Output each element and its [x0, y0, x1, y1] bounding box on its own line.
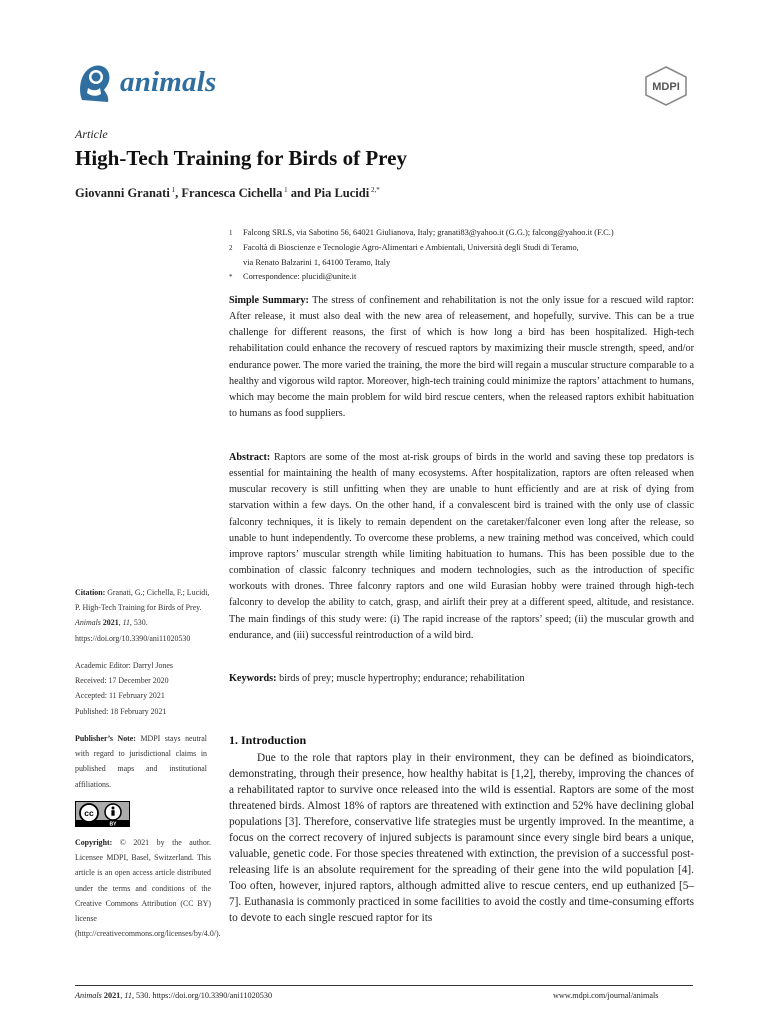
publication-dates — [75, 658, 215, 719]
affiliations — [229, 226, 699, 285]
simple-summary — [229, 293, 694, 422]
author-name[interactable]: Francesca Cichella — [181, 186, 283, 201]
cc-by-license-icon[interactable] — [75, 801, 130, 827]
by-icon-text: BY — [109, 821, 117, 827]
copyright-notice — [75, 835, 221, 941]
affiliation-item — [229, 270, 699, 285]
simple-summary-label: Simple Summary: — [229, 295, 309, 306]
copyright-label: Copyright: — [75, 838, 113, 847]
affiliation-item — [229, 226, 699, 241]
abstract-label: Abstract: — [229, 452, 271, 463]
author-affiliation-mark: 1 — [282, 186, 288, 194]
primate-logo-icon — [74, 60, 112, 104]
article-type: Article — [75, 127, 108, 141]
journal-name: animals — [120, 65, 217, 98]
mdpi-logo-text: MDPI — [652, 81, 680, 93]
citation-volume: 11 — [122, 618, 130, 628]
mdpi-logo-icon[interactable] — [642, 65, 690, 107]
footer-divider — [75, 985, 693, 986]
citation-block: Citation: Granati, G.; Cichella, F.; Lucidi, P. High-Tech Training for Birds of Prey. Animals 2021, 11, 530. https://doi.org/10.3390/ani11020530 — [75, 588, 210, 643]
keywords-label: Keywords: — [229, 673, 277, 684]
academic-editor: Academic Editor: Darryl Jones — [75, 661, 173, 670]
section-heading-introduction: 1. Introduction — [229, 733, 307, 747]
affiliation-mark: 2 — [229, 243, 233, 252]
citation-text: Granati, G.; Cichella, F.; Lucidi, P. High-Tech Training for Birds of Prey. — [75, 588, 210, 613]
citation-journal: Animals — [75, 618, 101, 628]
citation-year: 2021 — [102, 618, 119, 628]
affiliation-mark: 1 — [229, 229, 233, 237]
affiliation-text: Correspondence: plucidi@unite.it — [243, 272, 357, 282]
publisher-note-text: MDPI stays neutral with regard to jurisdictional claims in published maps and institutional affiliations. — [75, 734, 207, 789]
footer-doi[interactable]: , 530. https://doi.org/10.3390/ani11020530 — [131, 991, 273, 1000]
abstract-text: Raptors are some of the most at-risk groups of birds in the world and saving these top predators is essential for maintaining the health of many ecosystems. After hospitalization, raptors are often released when muscular recovery is still unfitting when they are unable to hunt efficiently and are at risk of dying from starvation within a few days. On the other hand, if a convalescent bird is trained with the only use of classic falconry techniques, it is likely to remain dependent on the caretaker/falconer even long after the release, so unable to hunt independently. To overcome these problems, a new training method was conceived, which could improve raptors’ muscular strength while limiting habituation to humans. This has been possible due to the combination of classic falconry techniques and modern technologies, such as the introduction of specific workouts with drones. Three falconry raptors and one wild Eurasian hobby were trained through high-tech falconry to develop the ability to catch, grasp, and airlift their prey at a different speed, altitude, and resistance. The main findings of this study were: (i) The rapid increase of the raptors’ speed; (ii) the muscular growth and endurance, and (iii) successful reintroduction of a wild bird. — [229, 452, 694, 641]
citation-doi[interactable]: , 530. https://doi.org/10.3390/ani11020530 — [75, 618, 191, 643]
accepted-date: Accepted: 11 February 2021 — [75, 691, 165, 701]
keywords-text: birds of prey; muscle hypertrophy; endurance; rehabilitation — [279, 673, 525, 684]
introduction-paragraph: Due to the role that raptors play in their environment, they can be defined as bioindicators, demonstrating, through their presence, how healthy habitat is [1,2], thereby, improving the chances of a rehabilitated raptor to survive once released into the wild is essential. Raptors are some of the most threatened birds. Almost 18% of raptors are threatened with extinction and 52% have declining global populations [3]. Therefore, conservative life strategies must be urgently improved. In the meantime, a focus on the correct recovery of injured subjects is paramount since every single bird bears a unique, valuable, genetic code. For those species threatened with extinction, the prevision of a successful post-releasing life is an absolute requirement for the spreading of their gene into the wild population [4]. Too often, however, injured raptors, although admitted alive to rescue centers, end up euthanized [5–7]. Euthanasia is commonly practiced in some facilities to avoid the costly and time-consuming efforts to devote to each single rescued raptor for its — [229, 752, 694, 925]
author-name[interactable]: Giovanni Granati — [75, 186, 170, 201]
publisher-note — [75, 731, 207, 792]
keywords — [229, 671, 694, 687]
received-date: Received: 17 December 2020 — [75, 676, 169, 686]
footer-journal-url[interactable]: www.mdpi.com/journal/animals — [553, 991, 659, 1000]
abstract — [229, 450, 694, 644]
footer-volume: 11 — [124, 991, 132, 1000]
publisher-note-label: Publisher’s Note: — [75, 734, 136, 743]
author-affiliation-mark: 2,* — [369, 186, 380, 194]
citation-label: Citation: — [75, 588, 106, 597]
copyright-text: © 2021 by the author. Licensee MDPI, Basel, Switzerland. This article is an open access article distributed under the terms and conditions of the Creative Commons Attribution (CC BY) license (http://creativecommons.org/licenses/by/4.0/). — [75, 838, 221, 939]
affiliation-mark: * — [229, 273, 233, 282]
published-date: Published: 18 February 2021 — [75, 706, 167, 716]
footer-journal: Animals — [75, 991, 102, 1000]
journal-logo[interactable] — [74, 60, 217, 104]
article-title: High-Tech Training for Birds of Prey — [75, 146, 407, 170]
author-affiliation-mark: 1 — [169, 186, 176, 194]
simple-summary-text: The stress of confinement and rehabilitation is not the only issue for a rescued wild raptor: After release, it must also deal with the new area of releasement, and hopefully, survive. This can be a true challenge for different reasons, the first of which is how long a bird has been hospitalized. High-tech rehabilitation could enhance the recovery of rescued raptors by maximizing their muscle strength, speed, and/or endurance power. The more varied the training, the more the bird will regain a muscular structure comparable to a healthy and vigorous wild raptor. Moreover, high-tech training could minimize the raptors’ attachment to humans, which may become the main problem for wild bird rescue centers, when the released raptors exhibit habituation to humans as food suppliers. — [229, 295, 694, 420]
author-list: Giovanni Granati $^1$, Francesca Cichella $^1$ and Pia Lucidi $^{2,*}$ — [75, 186, 380, 201]
affiliation-text: Falcong SRLS, via Sabotino 56, 64021 Giulianova, Italy; granati83@yahoo.it (G.G.); falcong@yahoo.it (F.C.) — [243, 228, 614, 237]
footer-year: 2021 — [103, 991, 121, 1000]
author-name[interactable]: Pia Lucidi — [313, 186, 370, 201]
cc-icon-text: cc — [84, 808, 94, 818]
affiliation-text: Facoltà di Bioscienze e Tecnologie Agro-Alimentari e Ambientali, Università degli Studi di Teramo, via Renato Balzarini 1, 64100 Teramo, Italy — [243, 242, 579, 267]
affiliation-item — [229, 241, 699, 271]
footer-citation: Animals 2021, 11, 530. https://doi.org/10.3390/ani11020530 — [75, 991, 273, 1000]
